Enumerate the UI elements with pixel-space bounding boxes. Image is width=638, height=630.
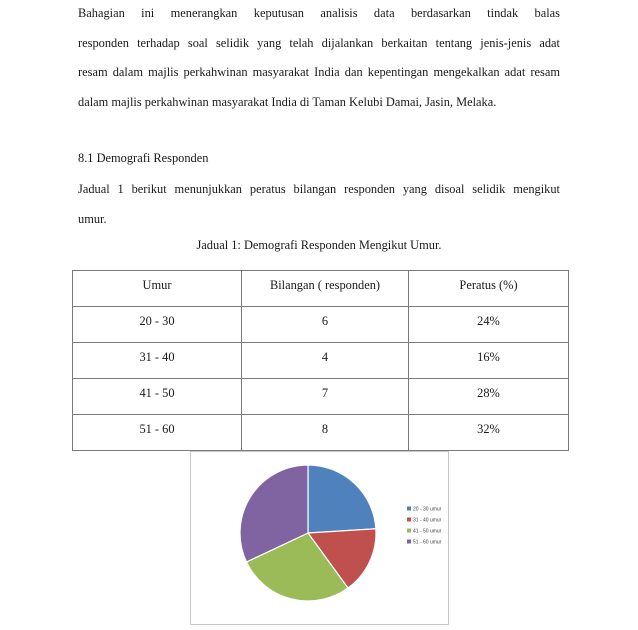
legend-swatch-4 (407, 540, 411, 544)
section-heading: 8.1 Demografi Responden (78, 151, 209, 165)
demografi-table (72, 270, 569, 451)
legend-swatch-2 (407, 518, 411, 522)
cell-peratus: 28% (409, 379, 569, 415)
intro-line: Bahagian ini menerangkan keputusan analisis data berdasarkan tindak balas (78, 6, 560, 20)
cell-umur: 31 - 40 (73, 343, 242, 379)
table-row (73, 415, 569, 451)
cell-bilangan: 7 (242, 379, 409, 415)
cell-umur: 41 - 50 (73, 379, 242, 415)
table-header-row (73, 271, 569, 307)
cell-umur: 51 - 60 (73, 415, 242, 451)
legend-label-1: 20 - 30 umur (413, 506, 442, 513)
header-umur: Umur (73, 271, 242, 307)
legend-swatch-3 (407, 529, 411, 533)
cell-peratus: 16% (409, 343, 569, 379)
cell-bilangan: 4 (242, 343, 409, 379)
legend-swatch-1 (407, 507, 411, 511)
pie-chart (191, 452, 448, 624)
intro-line: responden terhadap soal selidik yang telah dijalankan berkaitan tentang jenis-jenis adat (78, 35, 560, 50)
cell-peratus: 32% (409, 415, 569, 451)
section-line: Jadual 1 berikut menunjukkan peratus bilangan responden yang disoal selidik mengikut (78, 182, 560, 196)
cell-bilangan: 6 (242, 307, 409, 343)
table-caption: Jadual 1: Demografi Responden Mengikut Umur. (196, 238, 442, 252)
header-peratus: Peratus (%) (409, 271, 569, 307)
legend-label-2: 31 - 40 umur (413, 517, 442, 524)
intro-line: resam dalam majlis perkahwinan masyarakat India dan kepentingan mengekalkan adat resam (78, 65, 560, 80)
table-row (73, 343, 569, 379)
legend-label-3: 41 - 50 umur (413, 528, 442, 535)
cell-bilangan: 8 (242, 415, 409, 451)
cell-umur: 20 - 30 (73, 307, 242, 343)
intro-line: dalam majlis perkahwinan masyarakat India di Taman Kelubi Damai, Jasin, Melaka. (78, 94, 497, 109)
section-paragraph (78, 175, 560, 234)
intro-paragraph (78, 0, 560, 117)
table-row (73, 307, 569, 343)
table-row (73, 379, 569, 415)
cell-peratus: 24% (409, 307, 569, 343)
header-bilangan: Bilangan ( responden) (242, 271, 409, 307)
pie-chart-frame (190, 451, 449, 625)
legend-label-4: 51 - 60 umur (413, 539, 442, 546)
section-line: umur. (78, 211, 107, 226)
pie-slice-1 (308, 465, 376, 533)
